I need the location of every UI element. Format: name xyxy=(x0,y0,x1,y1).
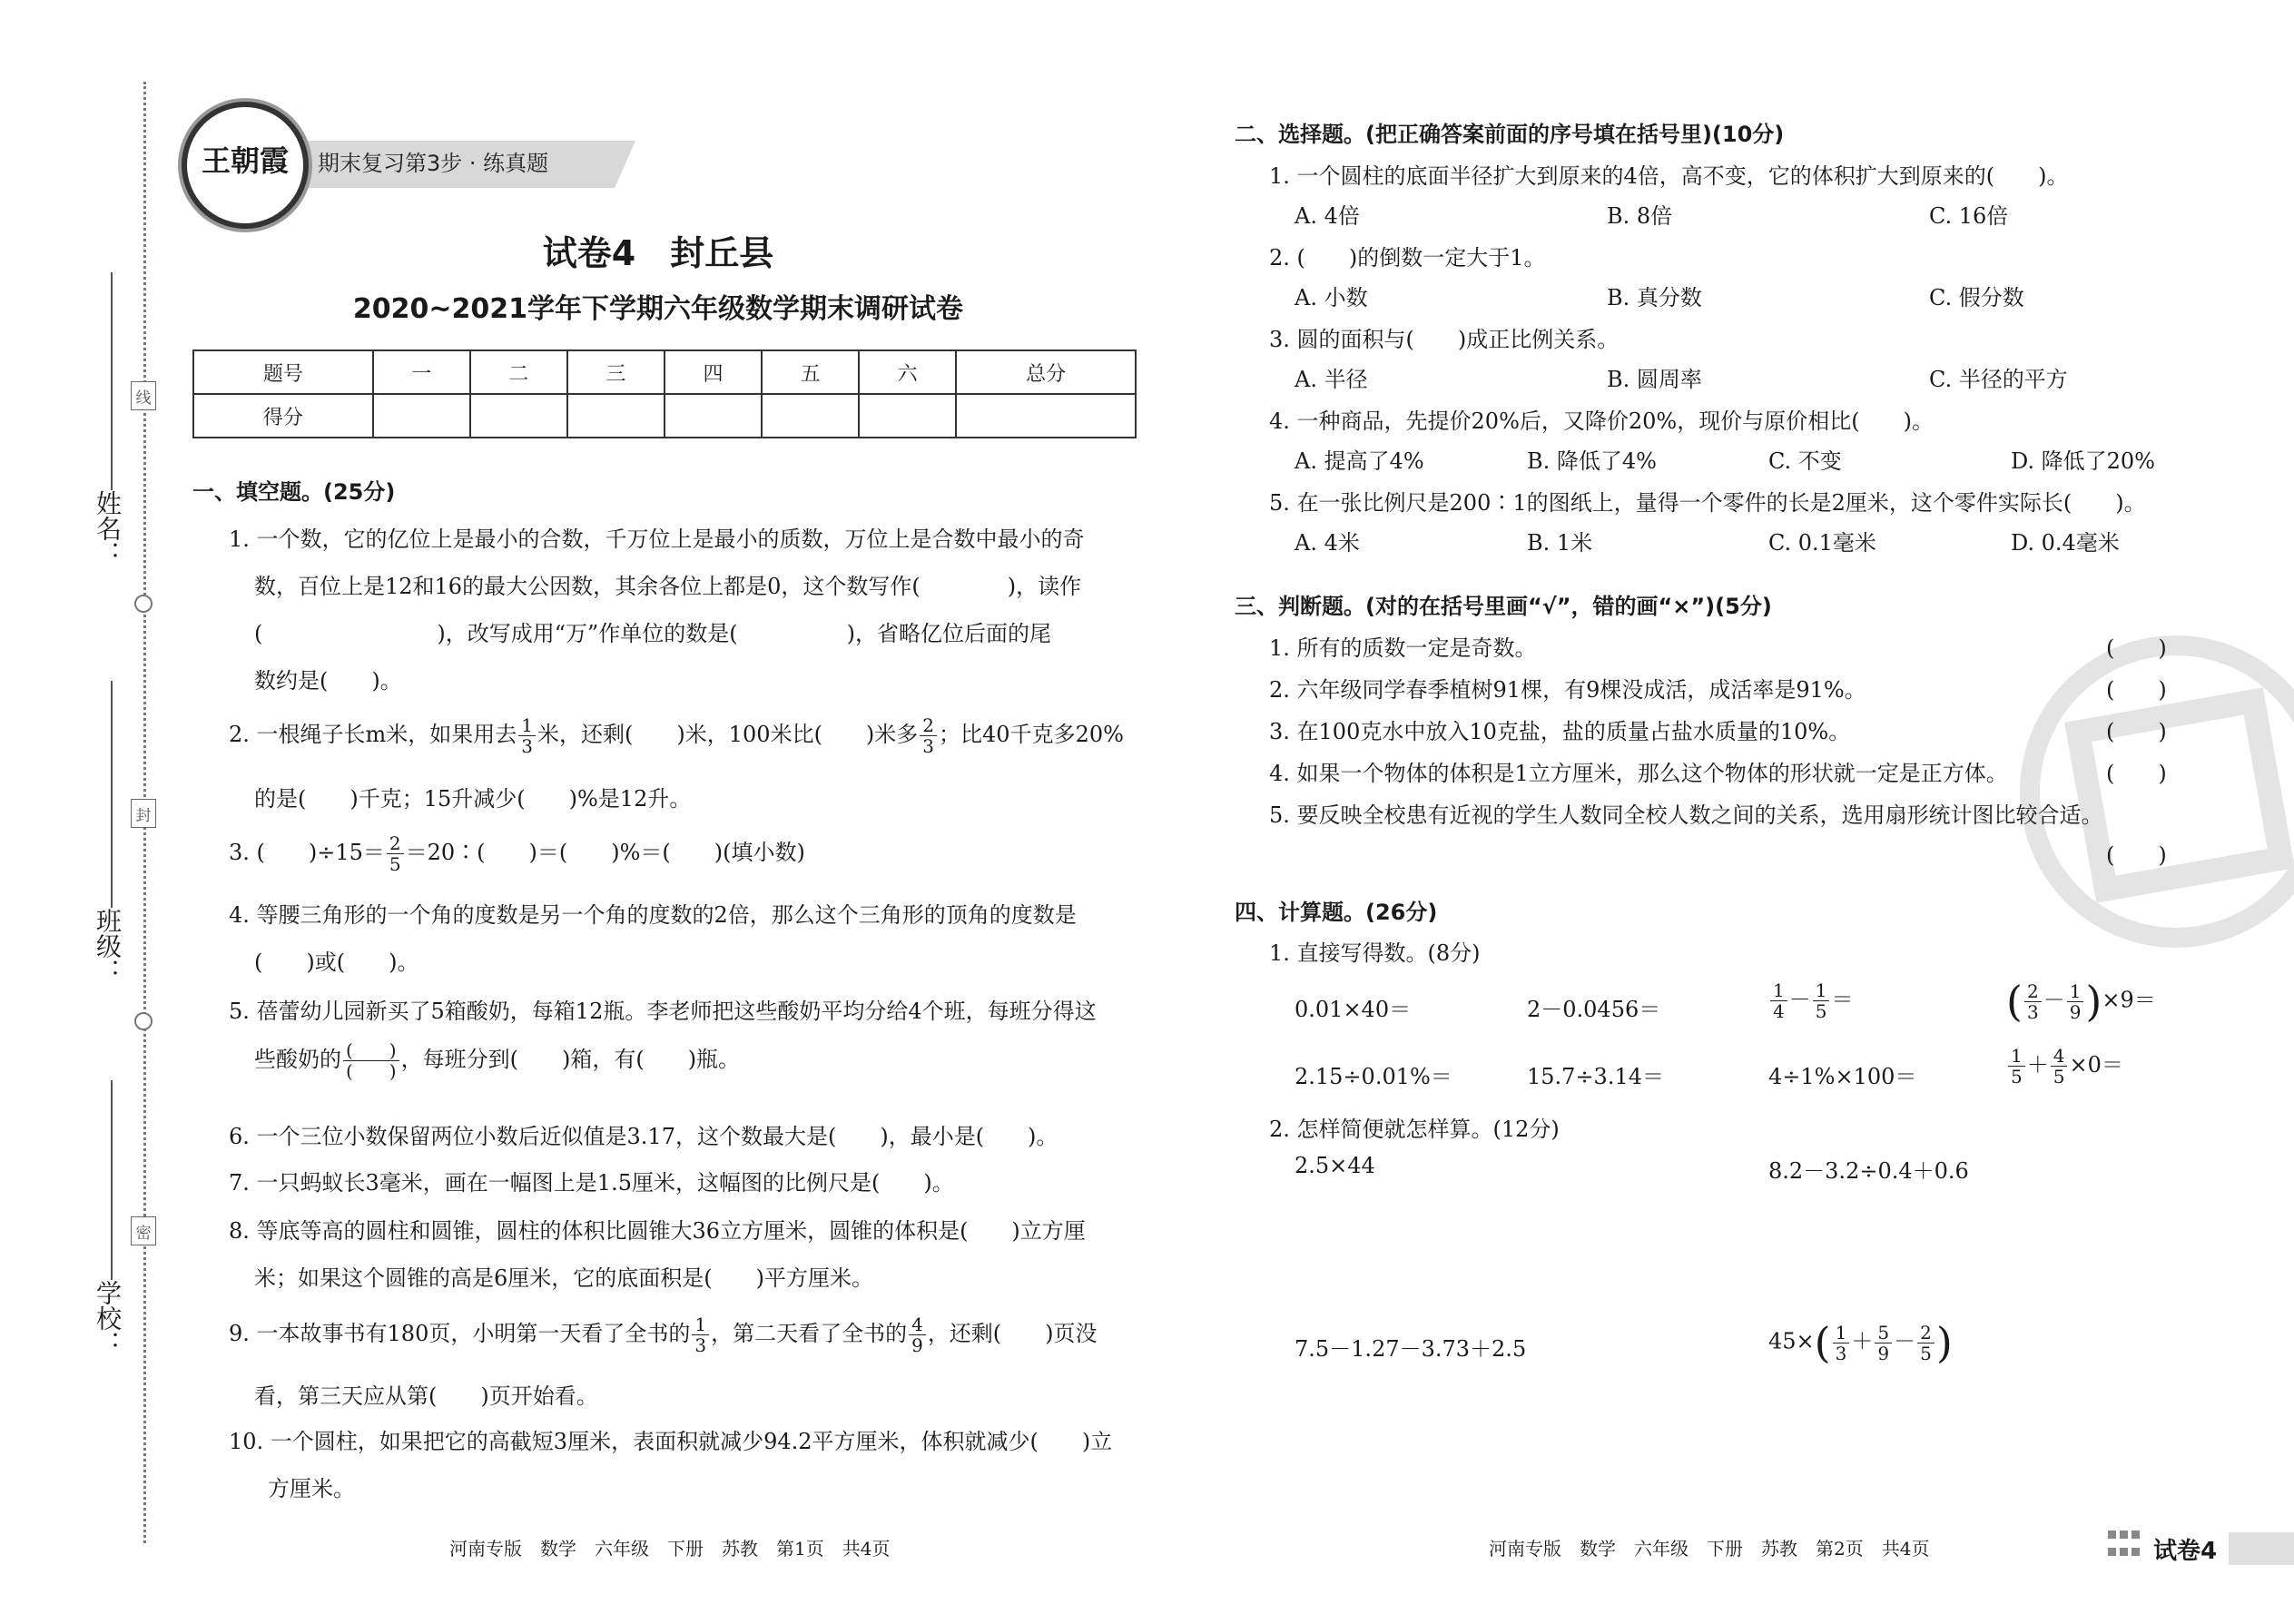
q5-line xyxy=(254,1040,740,1081)
judge-answer-paren[interactable]: ( ) xyxy=(2106,635,2167,661)
choice-q2: 2. ( )的倒数一定大于1。 xyxy=(1269,245,1546,271)
section4-heading: 四、计算题。(26分) xyxy=(1235,900,1438,925)
section2-heading: 二、选择题。(把正确答案前面的序号填在括号里)(10分) xyxy=(1235,122,1785,147)
choice-option: C. 假分数 xyxy=(1929,285,2024,310)
q9-line: 看，第三天应从第( )页开始看。 xyxy=(254,1383,598,1409)
fraction-num: 2 xyxy=(920,715,937,736)
operator: ×0＝ xyxy=(2069,1052,2123,1078)
fraction-num: 4 xyxy=(2051,1046,2068,1067)
fraction-num: 1 xyxy=(692,1314,709,1335)
judge-answer-paren[interactable]: ( ) xyxy=(2106,677,2167,703)
judge-item: 4. 如果一个物体的体积是1立方厘米，那么这个物体的形状就一定是正方体。 xyxy=(1269,761,2008,786)
judge-answer-paren[interactable]: ( ) xyxy=(2106,842,2167,868)
fraction xyxy=(387,833,404,874)
q8-line: 米；如果这个圆锥的高是6厘米，它的底面积是( )平方厘米。 xyxy=(254,1265,873,1291)
fraction-den: 5 xyxy=(1815,1000,1827,1022)
judge-answer-paren[interactable]: ( ) xyxy=(2106,761,2167,786)
fraction xyxy=(1833,1323,1850,1363)
judge-answer-paren[interactable]: ( ) xyxy=(2106,719,2167,744)
score-header: 一 xyxy=(373,350,470,394)
tag-bar xyxy=(2229,1532,2294,1565)
score-cell[interactable] xyxy=(859,394,956,438)
choice-option: B. 1米 xyxy=(1527,530,1593,556)
fraction-num: 1 xyxy=(518,715,536,736)
choice-option: A. 4米 xyxy=(1295,530,1360,556)
q3-text: ＝20∶( )＝( )%＝( )(填小数) xyxy=(405,840,805,865)
operator: － xyxy=(1788,987,1811,1012)
fraction-den: 9 xyxy=(2069,1000,2082,1023)
q10-line: 10. 一个圆柱，如果把它的高截短3厘米，表面积就减少94.2平方厘米，体积就减少( )立 xyxy=(229,1429,1113,1454)
score-cell[interactable] xyxy=(567,394,665,438)
fraction-den: ( ) xyxy=(346,1060,397,1082)
fraction-num: 1 xyxy=(2067,981,2084,1002)
choice-option: C. 16倍 xyxy=(1929,203,2009,229)
calc-item: 2－0.0456＝ xyxy=(1527,997,1661,1022)
fraction-num: 5 xyxy=(1875,1323,1892,1343)
q8-line: 8. 等底等高的圆柱和圆锥，圆柱的体积比圆锥大36立方厘米，圆锥的体积是( )立方厘 xyxy=(229,1218,1086,1244)
choice-option: A. 4倍 xyxy=(1295,203,1360,229)
q2-line: 的是( )千克；15升减少( )%是12升。 xyxy=(254,786,692,812)
name-underline xyxy=(111,272,113,490)
fraction-num: 2 xyxy=(2024,981,2042,1002)
fraction-den: 3 xyxy=(694,1334,707,1356)
seal-mark-feng: 封 xyxy=(131,799,156,828)
fraction xyxy=(1770,980,1787,1021)
choice-q4: 4. 一种商品，先提价20%后，又降价20%，现价与原价相比( )。 xyxy=(1269,408,1934,434)
score-header: 题号 xyxy=(193,350,373,394)
choice-option: B. 真分数 xyxy=(1607,285,1702,310)
paren-open: ( xyxy=(2006,977,2023,1026)
judge-item: 5. 要反映全校患有近视的学生人数同全校人数之间的关系，选用扇形统计图比较合适。 xyxy=(1269,802,2103,828)
calc-problem: 7.5－1.27－3.73＋2.5 xyxy=(1295,1336,1527,1362)
choice-option: A. 提高了4% xyxy=(1295,448,1424,474)
q1-line: 数，百位上是12和16的最大公因数，其余各位上都是0，这个数写作( )，读作 xyxy=(254,574,1082,599)
score-row-label: 得分 xyxy=(193,394,373,438)
operator: － xyxy=(1894,1328,1916,1354)
q5-text: ，每班分到( )箱，有( )瓶。 xyxy=(400,1047,741,1072)
score-cell[interactable] xyxy=(762,394,859,438)
choice-q5: 5. 在一张比例尺是200∶1的图纸上，量得一个零件的长是2厘米，这个零件实际长( )。 xyxy=(1269,490,2146,516)
class-label: 班级： xyxy=(93,908,123,984)
fraction-den: 3 xyxy=(1835,1342,1847,1364)
q6-line: 6. 一个三位小数保留两位小数后近似值是3.17，这个数最大是( )，最小是( )。 xyxy=(229,1124,1058,1149)
choice-option: A. 半径 xyxy=(1295,367,1368,392)
paper-tag: 试卷4 xyxy=(2153,1538,2218,1565)
q7-line: 7. 一只蚂蚁长3毫米，画在一幅图上是1.5厘米，这幅图的比例尺是( )。 xyxy=(229,1170,954,1196)
fraction xyxy=(1813,980,1830,1021)
binding-hole-icon xyxy=(134,1012,153,1030)
calc-item xyxy=(1768,980,1853,1021)
score-table-header-row xyxy=(193,350,1136,394)
q1-line: ( )，改写成用“万”作单位的数是( )，省略亿位后面的尾 xyxy=(254,621,1051,646)
calc-problem: 8.2－3.2÷0.4＋0.6 xyxy=(1768,1158,1969,1184)
page-subtitle: 2020~2021学年下学期六年级数学期末调研试卷 xyxy=(352,293,964,325)
fraction xyxy=(2067,981,2084,1022)
fraction xyxy=(692,1314,709,1355)
choice-option: B. 降低了4% xyxy=(1527,448,1657,474)
score-header: 六 xyxy=(859,350,956,394)
calc-problem: 2.5×44 xyxy=(1295,1153,1375,1178)
fraction-den: 5 xyxy=(2053,1066,2065,1088)
calc-sub2: 2. 怎样简便就怎样算。(12分) xyxy=(1269,1117,1560,1142)
q9-text: ，还剩( )页没 xyxy=(927,1321,1098,1346)
q9-text: ，第二天看了全书的 xyxy=(711,1321,908,1346)
score-header: 五 xyxy=(762,350,859,394)
name-label: 姓名： xyxy=(93,490,123,566)
choice-option: A. 小数 xyxy=(1295,285,1368,310)
fraction-den: 9 xyxy=(1877,1342,1890,1364)
operator: ×9＝ xyxy=(2102,987,2156,1013)
choice-option: D. 降低了20% xyxy=(2011,448,2155,474)
binding-hole-icon xyxy=(134,595,153,613)
q9-text: 9. 一本故事书有180页，小明第一天看了全书的 xyxy=(229,1321,691,1346)
q3-text: 3. ( )÷15＝ xyxy=(229,840,385,865)
score-header: 四 xyxy=(665,350,762,394)
operator: ＝ xyxy=(1831,987,1854,1012)
fraction-den: 5 xyxy=(2011,1066,2023,1088)
score-header: 二 xyxy=(470,350,567,394)
fraction xyxy=(518,715,536,756)
score-header: 总分 xyxy=(956,350,1136,394)
choice-q1: 1. 一个圆柱的底面半径扩大到原来的4倍，高不变，它的体积扩大到原来的( )。 xyxy=(1269,163,2069,189)
paren-close: ) xyxy=(2085,977,2102,1026)
fraction xyxy=(1917,1323,1935,1363)
choice-option: C. 0.1毫米 xyxy=(1768,530,1876,556)
choice-option: B. 8倍 xyxy=(1607,203,1673,229)
judge-item: 2. 六年级同学春季植树91棵，有9棵没成活，成活率是91%。 xyxy=(1269,677,1866,703)
q4-line: ( )或( )。 xyxy=(254,950,419,975)
choice-option: D. 0.4毫米 xyxy=(2011,530,2120,556)
judge-item: 3. 在100克水中放入10克盐，盐的质量占盐水质量的10%。 xyxy=(1269,719,1851,744)
calc-item: 2.15÷0.01%＝ xyxy=(1295,1064,1452,1089)
choice-option: C. 不变 xyxy=(1768,448,1842,474)
fraction xyxy=(920,715,937,756)
school-underline xyxy=(111,1080,113,1280)
q2-text: 米，还剩( )米，100米比( )米多 xyxy=(537,722,919,747)
fraction-den: 9 xyxy=(911,1334,923,1356)
fraction-num: 2 xyxy=(1917,1323,1935,1343)
class-underline xyxy=(111,681,113,908)
fraction-num: 1 xyxy=(1813,980,1830,1001)
page-title: 试卷4 封丘县 xyxy=(542,233,774,273)
fraction-den: 3 xyxy=(2026,1000,2039,1023)
calc-item: 0.01×40＝ xyxy=(1295,997,1412,1022)
fraction-den: 3 xyxy=(521,735,534,757)
paren-close: ) xyxy=(1935,1318,1953,1367)
choice-q3: 3. 圆的面积与( )成正比例关系。 xyxy=(1269,327,1620,352)
choice-option: B. 圆周率 xyxy=(1607,367,1702,392)
calc-problem xyxy=(1768,1318,1953,1367)
tab-squares-icon xyxy=(2106,1527,2161,1552)
banner-text: 期末复习第3步 · 练真题 xyxy=(318,151,549,176)
fraction-den: 4 xyxy=(1773,1000,1785,1022)
logo-text: 王朝霞 xyxy=(201,143,289,178)
fraction-den: 5 xyxy=(389,853,401,875)
brand-logo xyxy=(182,102,309,229)
fraction-num: 2 xyxy=(387,833,404,854)
score-table-row xyxy=(193,394,1136,438)
q5-line: 5. 蓓蕾幼儿园新买了5箱酸奶，每箱12瓶。李老师把这些酸奶平均分给4个班，每班分得这 xyxy=(229,999,1097,1024)
q5-text: 些酸奶的 xyxy=(254,1047,341,1072)
operator: ＋ xyxy=(1851,1328,1874,1354)
score-cell[interactable] xyxy=(956,394,1136,438)
calc-text: 45× xyxy=(1768,1328,1815,1354)
section3-heading: 三、判断题。(对的在括号里画“√”，错的画“×”)(5分) xyxy=(1235,594,1772,619)
choice-option: C. 半径的平方 xyxy=(1929,367,2068,392)
score-header: 三 xyxy=(567,350,665,394)
q9-line xyxy=(229,1314,1098,1355)
q10-line: 方厘米。 xyxy=(268,1476,355,1501)
q1-line: 1. 一个数，它的亿位上是最小的合数，千万位上是最小的质数，万位上是合数中最小的奇 xyxy=(229,527,1085,552)
seal-mark-xian: 线 xyxy=(131,381,156,410)
fraction xyxy=(1875,1323,1892,1363)
fraction-den: 5 xyxy=(1920,1342,1932,1364)
calc-sub1: 1. 直接写得数。(8分) xyxy=(1269,940,1481,966)
fraction-den: 3 xyxy=(922,735,935,757)
fraction-num: 1 xyxy=(1833,1323,1850,1343)
fraction-num: 4 xyxy=(909,1314,926,1335)
q1-line: 数约是( )。 xyxy=(254,668,402,694)
q4-line: 4. 等腰三角形的一个角的度数是另一个角的度数的2倍，那么这个三角形的顶角的度数是 xyxy=(229,902,1077,928)
fraction xyxy=(909,1314,926,1355)
score-cell[interactable] xyxy=(665,394,762,438)
fraction xyxy=(2051,1046,2068,1087)
paren-open: ( xyxy=(1814,1318,1831,1367)
fraction xyxy=(2024,981,2042,1022)
score-cell[interactable] xyxy=(470,394,567,438)
footer-left: 河南专版 数学 六年级 下册 苏教 第1页 共4页 xyxy=(449,1538,891,1560)
score-cell[interactable] xyxy=(373,394,470,438)
q2-text: ；比40千克多20% xyxy=(939,722,1124,747)
footer-right: 河南专版 数学 六年级 下册 苏教 第2页 共4页 xyxy=(1489,1538,1930,1560)
section1-heading: 一、填空题。(25分) xyxy=(192,479,396,505)
q3-line xyxy=(229,833,805,874)
calc-item: 15.7÷3.14＝ xyxy=(1527,1064,1664,1089)
operator: ＋ xyxy=(2026,1052,2049,1078)
fraction-num: 1 xyxy=(1770,980,1787,1001)
calc-item: 4÷1%×100＝ xyxy=(1768,1064,1917,1089)
calc-item xyxy=(2006,1046,2123,1087)
fraction-num: ( ) xyxy=(343,1040,399,1061)
watermark-stamp-inner xyxy=(2064,687,2294,902)
fraction xyxy=(2008,1046,2025,1087)
seal-mark-mi: 密 xyxy=(131,1216,156,1245)
school-label: 学校： xyxy=(93,1280,123,1356)
score-table xyxy=(192,349,1137,438)
calc-item xyxy=(2006,977,2156,1026)
q2-line xyxy=(229,715,1124,756)
operator: － xyxy=(2043,987,2065,1013)
judge-item: 1. 所有的质数一定是奇数。 xyxy=(1269,635,1537,661)
q2-text: 2. 一根绳子长m米，如果用去 xyxy=(229,722,517,747)
fraction xyxy=(343,1040,399,1081)
fraction-num: 1 xyxy=(2008,1046,2025,1067)
